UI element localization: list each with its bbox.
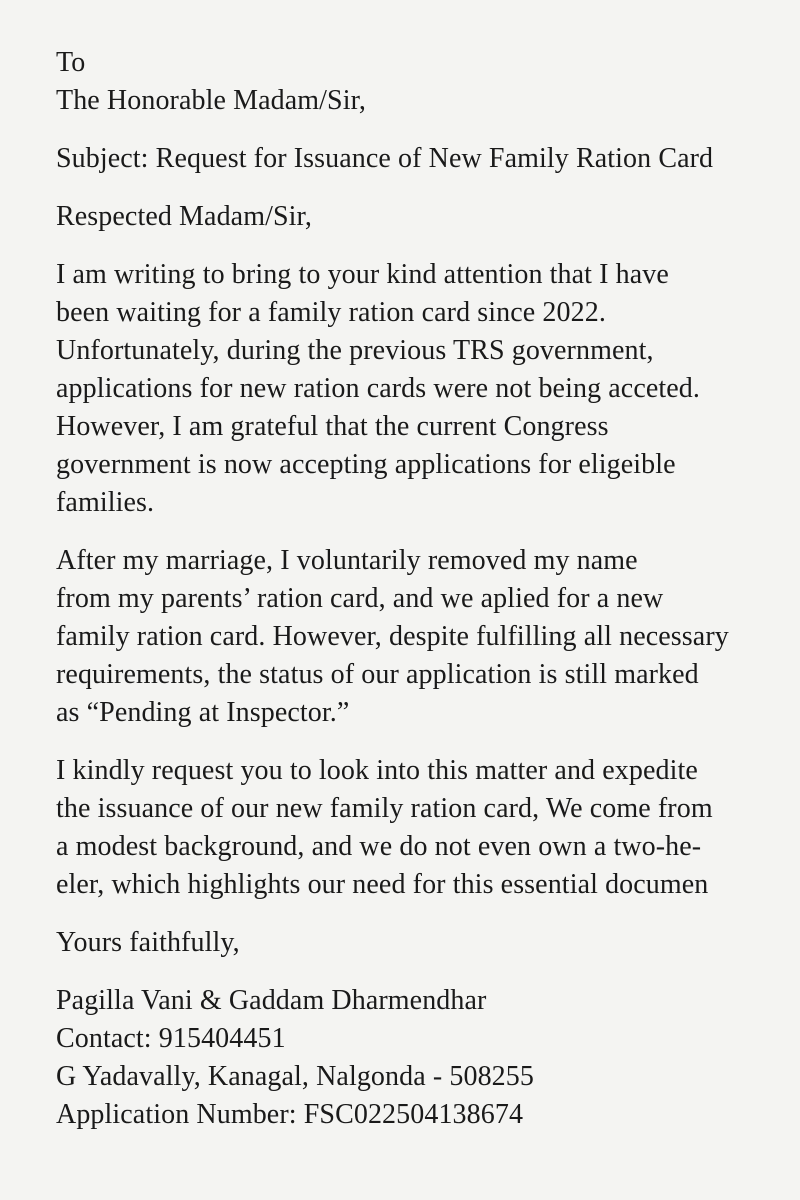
closing-line: Yours faithfully,	[56, 927, 240, 958]
paragraph-marriage	[56, 542, 800, 732]
paragraph-line: government is now accepting applications for eligeible	[56, 449, 676, 480]
paragraph-line: families.	[56, 487, 155, 518]
to-line: To	[56, 47, 86, 78]
paragraph-line: eler, which highlights our need for this essential documen	[56, 869, 709, 900]
paragraph-line: Unfortunately, during the previous TRS government,	[56, 335, 654, 366]
salutation-line: Respected Madam/Sir,	[56, 201, 312, 232]
paragraph-line: from my parents’ ration card, and we aplied for a new	[56, 583, 664, 614]
paragraph-line: been waiting for a family ration card since 2022.	[56, 297, 606, 328]
contact-number: Contact: 915404451	[56, 1023, 286, 1054]
paragraph-line: requirements, the status of our application is still marked	[56, 659, 699, 690]
paragraph-line: After my marriage, I voluntarily removed my name	[56, 545, 638, 576]
address-line: G Yadavally, Kanagal, Nalgonda - 508255	[56, 1061, 534, 1092]
paragraph-line: the issuance of our new family ration card, We come from	[56, 793, 713, 824]
paragraph-line: family ration card. However, despite fulfilling all necessary	[56, 621, 729, 652]
paragraph-line: a modest background, and we do not even own a two-he-	[56, 831, 702, 862]
letter-body	[56, 44, 800, 1134]
paragraph-line: I am writing to bring to your kind attention that I have	[56, 259, 669, 290]
signature-block	[56, 982, 800, 1134]
paragraph-line: However, I am grateful that the current Congress	[56, 411, 609, 442]
signatory-names: Pagilla Vani & Gaddam Dharmendhar	[56, 985, 487, 1016]
paragraph-waiting	[56, 256, 800, 522]
paragraph-request	[56, 752, 800, 904]
application-number: Application Number: FSC022504138674	[56, 1099, 524, 1130]
subject-line: Subject: Request for Issuance of New Family Ration Card	[56, 143, 714, 174]
recipient-line: The Honorable Madam/Sir,	[56, 85, 366, 116]
paragraph-line: as “Pending at Inspector.”	[56, 697, 350, 728]
paragraph-line: I kindly request you to look into this matter and expedite	[56, 755, 698, 786]
paragraph-line: applications for new ration cards were not being acceted.	[56, 373, 700, 404]
